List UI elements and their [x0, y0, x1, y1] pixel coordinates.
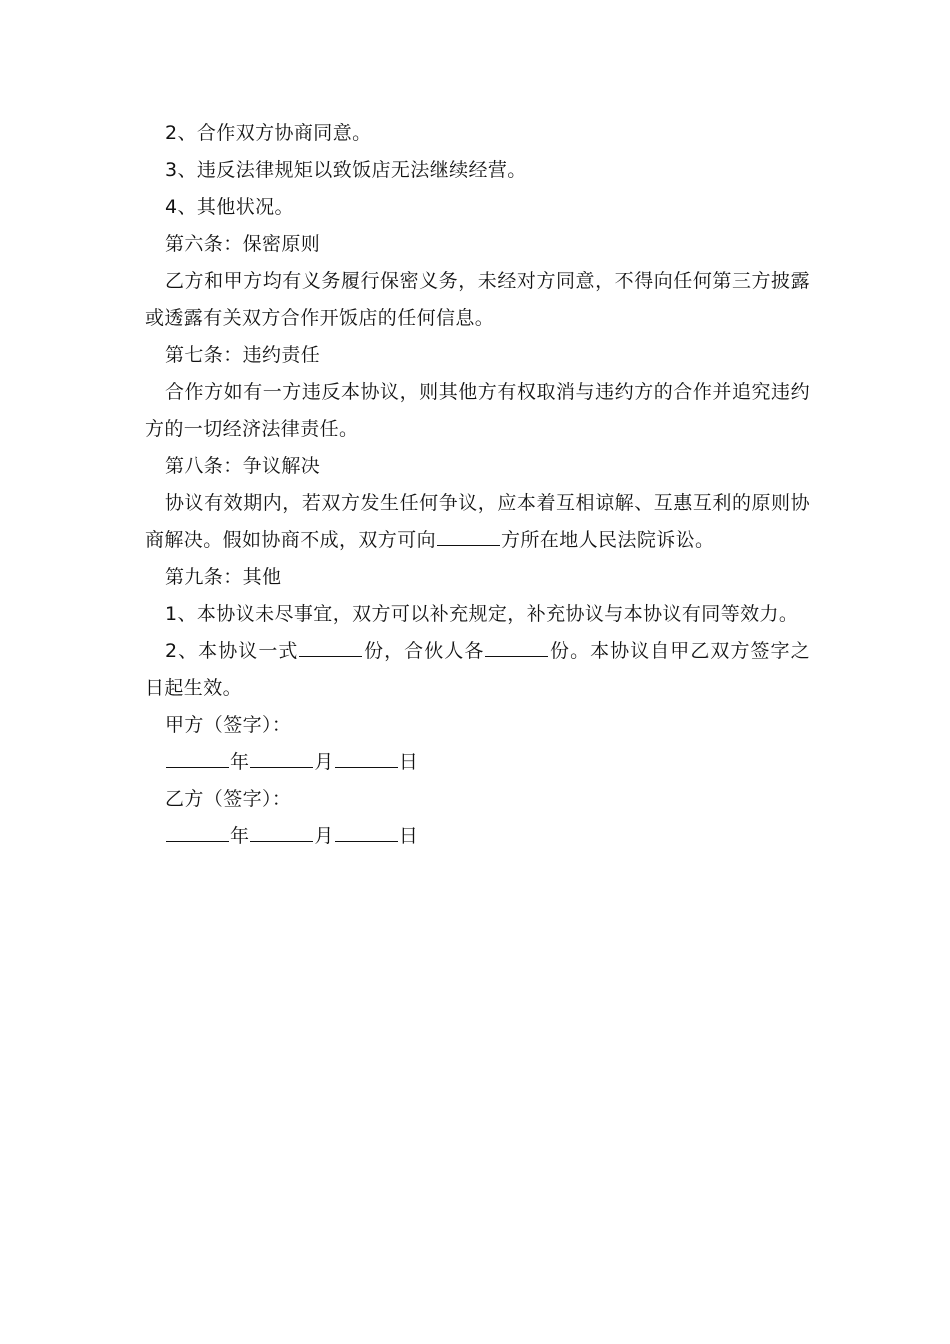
copies-each-blank[interactable] — [485, 655, 548, 657]
termination-item-4: 4、其他状况。 — [165, 196, 294, 218]
article-9-item-2-part2: 份，合伙人各 — [363, 640, 485, 662]
party-a-year-blank[interactable] — [166, 766, 229, 768]
party-b-date-line — [145, 818, 810, 855]
termination-item-3: 3、违反法律规矩以致饭店无法继续经营。 — [165, 159, 527, 181]
party-a-day-blank[interactable] — [335, 766, 398, 768]
copies-total-blank[interactable] — [299, 655, 362, 657]
article-9-item-2 — [145, 633, 810, 707]
article-9-item-1: 1、本协议未尽事宜，双方可以补充规定，补充协议与本协议有同等效力。 — [165, 603, 799, 625]
party-a-month-blank[interactable] — [250, 766, 313, 768]
article-7-body: 合作方如有一方违反本协议，则其他方有权取消与违约方的合作并追究违约方的一切经济法律责任。 — [145, 381, 810, 440]
party-b-year-blank[interactable] — [166, 840, 229, 842]
article-8-body-part1: 协议有效期内，若双方发生任何争议，应本着互相谅解、互惠互利的原则协商解决。假如协商不成，双方可向 — [145, 492, 810, 551]
termination-item-2: 2、合作双方协商同意。 — [165, 122, 372, 144]
article-7-heading: 第七条：违约责任 — [165, 344, 321, 366]
article-9-item-2-part1: 2、本协议一式 — [165, 640, 299, 662]
month-label: 月 — [314, 751, 334, 773]
year-label: 年 — [230, 825, 250, 847]
article-8-body — [145, 485, 810, 559]
article-8-heading: 第八条：争议解决 — [165, 455, 321, 477]
month-label: 月 — [314, 825, 334, 847]
party-b-signature-label: 乙方（签字）： — [165, 788, 292, 810]
day-label: 日 — [398, 825, 419, 847]
party-b-month-blank[interactable] — [250, 840, 313, 842]
article-6-body: 乙方和甲方均有义务履行保密义务，未经对方同意，不得向任何第三方披露或透露有关双方合作开饭店的任何信息。 — [145, 270, 810, 329]
party-a-date-line — [145, 744, 810, 781]
article-9-heading: 第九条：其他 — [165, 566, 282, 588]
party-a-signature-label: 甲方（签字）： — [165, 714, 292, 736]
party-b-day-blank[interactable] — [335, 840, 398, 842]
court-location-blank[interactable] — [437, 544, 500, 546]
document-content — [145, 115, 810, 855]
year-label: 年 — [230, 751, 250, 773]
article-8-body-part2: 方所在地人民法院诉讼。 — [501, 529, 715, 551]
article-6-heading: 第六条：保密原则 — [165, 233, 321, 255]
day-label: 日 — [398, 751, 419, 773]
article-9-item-2-part3: 份。本协议自甲乙双方签字之日起生效。 — [145, 640, 811, 699]
